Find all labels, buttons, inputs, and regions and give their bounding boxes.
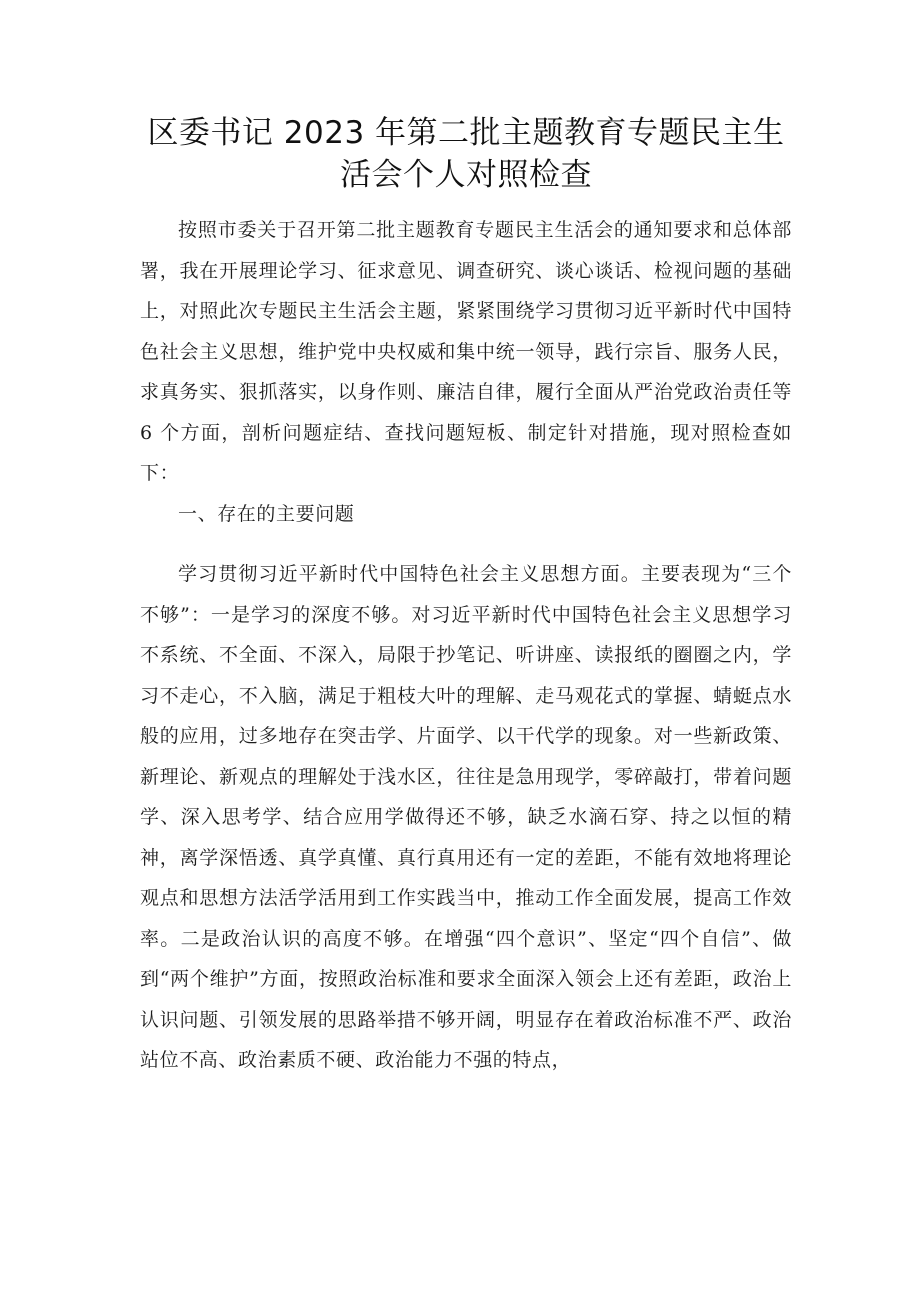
title-line-2: 活会个人对照检查 [340, 157, 592, 193]
paragraph-gap [140, 534, 792, 554]
body-paragraph: 学习贯彻习近平新时代中国特色社会主义思想方面。主要表现为“三个不够”：一是学习的深度不够。对习近平新时代中国特色社会主义思想学习不系统、不全面、不深入，局限于抄笔记、听讲座、读报纸的圈圈之内，学习不走心，不入脑，满足于粗枝大叶的理解、走马观花式的掌握、蜻蜓点水般的应用，过多地存在突击学、片面学、以干代学的现象。对一些新政策、新理论、新观点的理解处于浅水区，往往是急用现学，零碎敲打，带着问题学、深入思考学、结合应用学做得还不够，缺乏水滴石穿、持之以恒的精神，离学深悟透、真学真懂、真行真用还有一定的差距，不能有效地将理论观点和思想方法活学活用到工作实践当中，推动工作全面发展，提高工作效率。二是政治认识的高度不够。在增强“四个意识”、坚定“四个自信”、做到“两个维护”方面，按照政治标准和要求全面深入领会上还有差距，政治上认识问题、引领发展的思路举措不够开阔，明显存在着政治标准不严、政治站位不高、政治素质不硬、政治能力不强的特点， [140, 563, 792, 1071]
document-title [140, 112, 792, 196]
intro-paragraph: 按照市委关于召开第二批主题教育专题民主生活会的通知要求和总体部署，我在开展理论学习、征求意见、调查研究、谈心谈话、检视问题的基础上，对照此次专题民主生活会主题，紧紧围绕学习贯彻习近平新时代中国特色社会主义思想，维护党中央权威和集中统一领导，践行宗旨、服务人民，求真务实、狠抓落实，以身作则、廉洁自律，履行全面从严治党政治责任等 6 个方面，剖析问题症结、查找问题短板、制定针对措施，现对照检查如下： [140, 219, 792, 484]
title-line-1: 区委书记 2023 年第二批主题教育专题民主生 [147, 115, 785, 151]
section-heading: 一、存在的主要问题 [178, 502, 355, 525]
